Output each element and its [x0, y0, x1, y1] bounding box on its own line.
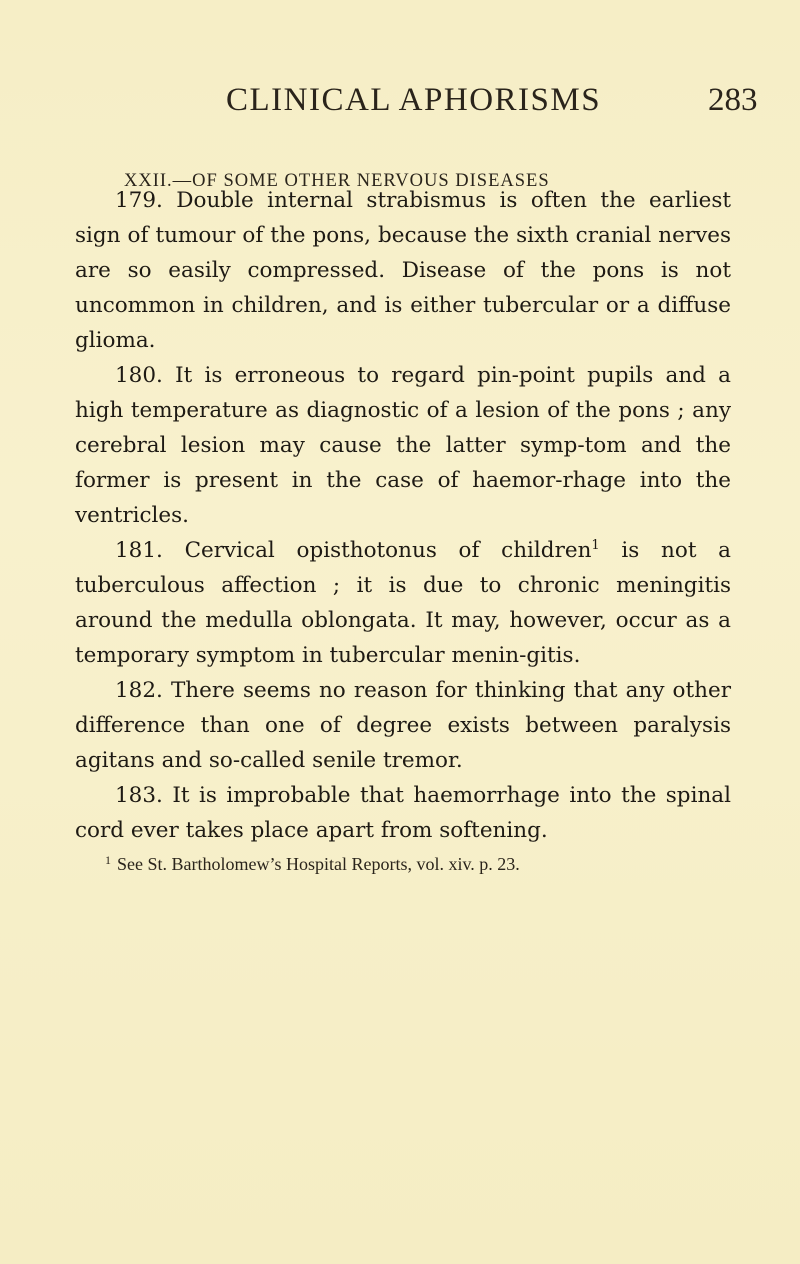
running-head: [0, 82, 800, 122]
footnote-mark: 1: [105, 853, 111, 867]
aphorism-179: 179. Double internal strabismus is often the earliest sign of tumour of the pons, because the sixth cranial nerves are so easily compressed. Disease of the pons is not uncommon in children, and is either tubercular or a diffuse glioma.: [75, 188, 731, 353]
aphorism-183: 183. It is improbable that haemorrhage into the spinal cord ever takes place apart from softening.: [75, 783, 731, 843]
aphorism-181: [75, 533, 731, 673]
aphorism-181-text-start: 181. Cervical opisthotonus of children: [115, 538, 592, 563]
body-text: [75, 183, 731, 848]
aphorism-180: 180. It is erroneous to regard pin-point pupils and a high temperature as diagnostic of a lesion of the pons ; any cerebral lesion may cause the latter symp-tom and the former is present in the case of haemor-rhage into the ventricles.: [75, 363, 731, 528]
running-head-title: CLINICAL APHORISMS: [226, 82, 602, 118]
footnote: [105, 853, 745, 875]
aphorism-181-text-end: is not a tuberculous affection ; it is due to chronic meningitis around the medulla oblongata. It may, however, occur as a temporary symptom in tubercular menin-gitis.: [75, 538, 731, 668]
section-heading: XXII.—OF SOME OTHER NERVOUS DISEASES: [124, 171, 550, 191]
footnote-reference-mark: 1: [591, 538, 600, 553]
aphorism-182: 182. There seems no reason for thinking that any other difference than one of degree exists between paralysis agitans and so-called senile tremor.: [75, 678, 731, 773]
footnote-text: See St. Bartholomew’s Hospital Reports, vol. xiv. p. 23.: [117, 854, 520, 874]
page-number: 283: [708, 82, 758, 118]
